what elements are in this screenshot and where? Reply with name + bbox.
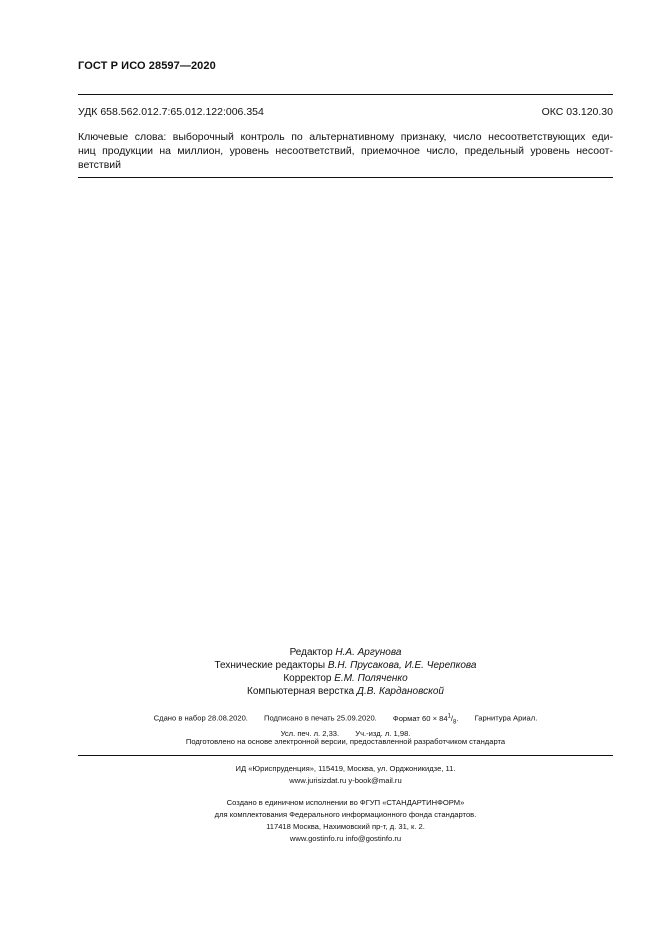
- prepared-note: Подготовлено на основе электронной версии, предоставленной разработчиком стандарта: [185, 737, 506, 746]
- publisher-email-link[interactable]: y-book@mail.ru: [348, 776, 402, 785]
- editor-name: Н.А. Аргунова: [335, 647, 402, 658]
- layout-name: Д.В. Кардановской: [356, 686, 444, 697]
- proofreader-name: Е.М. Поляченко: [334, 673, 408, 684]
- print-sheets: Усл. печ. л. 2,33.: [280, 729, 340, 739]
- keywords-line: ветствий: [78, 159, 122, 171]
- proofreader-label: Корректор: [283, 673, 332, 684]
- signed-date: Подписано в печать 25.09.2020.: [264, 713, 377, 723]
- printer-site-link[interactable]: www.gostinfo.ru: [289, 834, 344, 843]
- credits-block: [78, 646, 613, 698]
- printer-email-link[interactable]: info@gostinfo.ru: [345, 834, 402, 843]
- layout-label: Компьютерная верстка: [247, 686, 355, 697]
- publication-line-1: [78, 710, 613, 728]
- publisher-sheets: Уч.-изд. л. 1,98.: [355, 729, 411, 739]
- paper-format: Формат $60 \times 84^1/_8$.: [392, 713, 459, 726]
- submitted-date: Сдано в набор 28.08.2020.: [153, 713, 248, 723]
- bottom-divider: [78, 755, 613, 756]
- tech-editors-line: [78, 659, 613, 672]
- typeface: Гарнитура Ариал.: [474, 713, 538, 723]
- editor-line: [78, 646, 613, 659]
- keywords-divider: [78, 177, 613, 178]
- publication-info: [78, 710, 613, 740]
- publisher-address: ИД «Юриспруденция», 115419, Москва, ул. Орджоникидзе, 11.: [235, 764, 456, 773]
- udc-code: УДК 658.562.012.7:65.012.122:006.354: [78, 106, 264, 118]
- printer-block: [78, 797, 613, 845]
- printer-contacts: [78, 833, 613, 845]
- publisher-site-link[interactable]: www.jurisizdat.ru: [289, 776, 347, 785]
- printer-line-1: Создано в единичном исполнении во ФГУП «СТАНДАРТИНФОРМ»: [226, 798, 465, 807]
- standard-title: ГОСТ Р ИСО 28597—2020: [78, 60, 216, 72]
- proofreader-line: [78, 672, 613, 685]
- editor-label: Редактор: [289, 647, 333, 658]
- publisher-block: [78, 763, 613, 787]
- keywords-line: Ключевые слова: выборочный контроль по альтернативному признаку, число несоответствующих еди-: [78, 131, 613, 143]
- printer-address: 117418 Москва, Нахимовский пр-т, д. 31, к. 2.: [266, 822, 425, 831]
- tech-editors-label: Технические редакторы: [214, 660, 326, 671]
- printer-line-2: для комплектования Федерального информационного фонда стандартов.: [214, 810, 477, 819]
- keywords-line: ниц продукции на миллион, уровень несоответствий, приемочное число, предельный уровень несоот-: [78, 145, 613, 157]
- keywords-block: [78, 130, 613, 172]
- layout-line: [78, 685, 613, 698]
- publisher-contacts: [78, 775, 613, 787]
- oks-code: ОКС 03.120.30: [541, 106, 613, 118]
- tech-editors-names: В.Н. Прусакова, И.Е. Черепкова: [327, 660, 477, 671]
- top-divider: [78, 94, 613, 95]
